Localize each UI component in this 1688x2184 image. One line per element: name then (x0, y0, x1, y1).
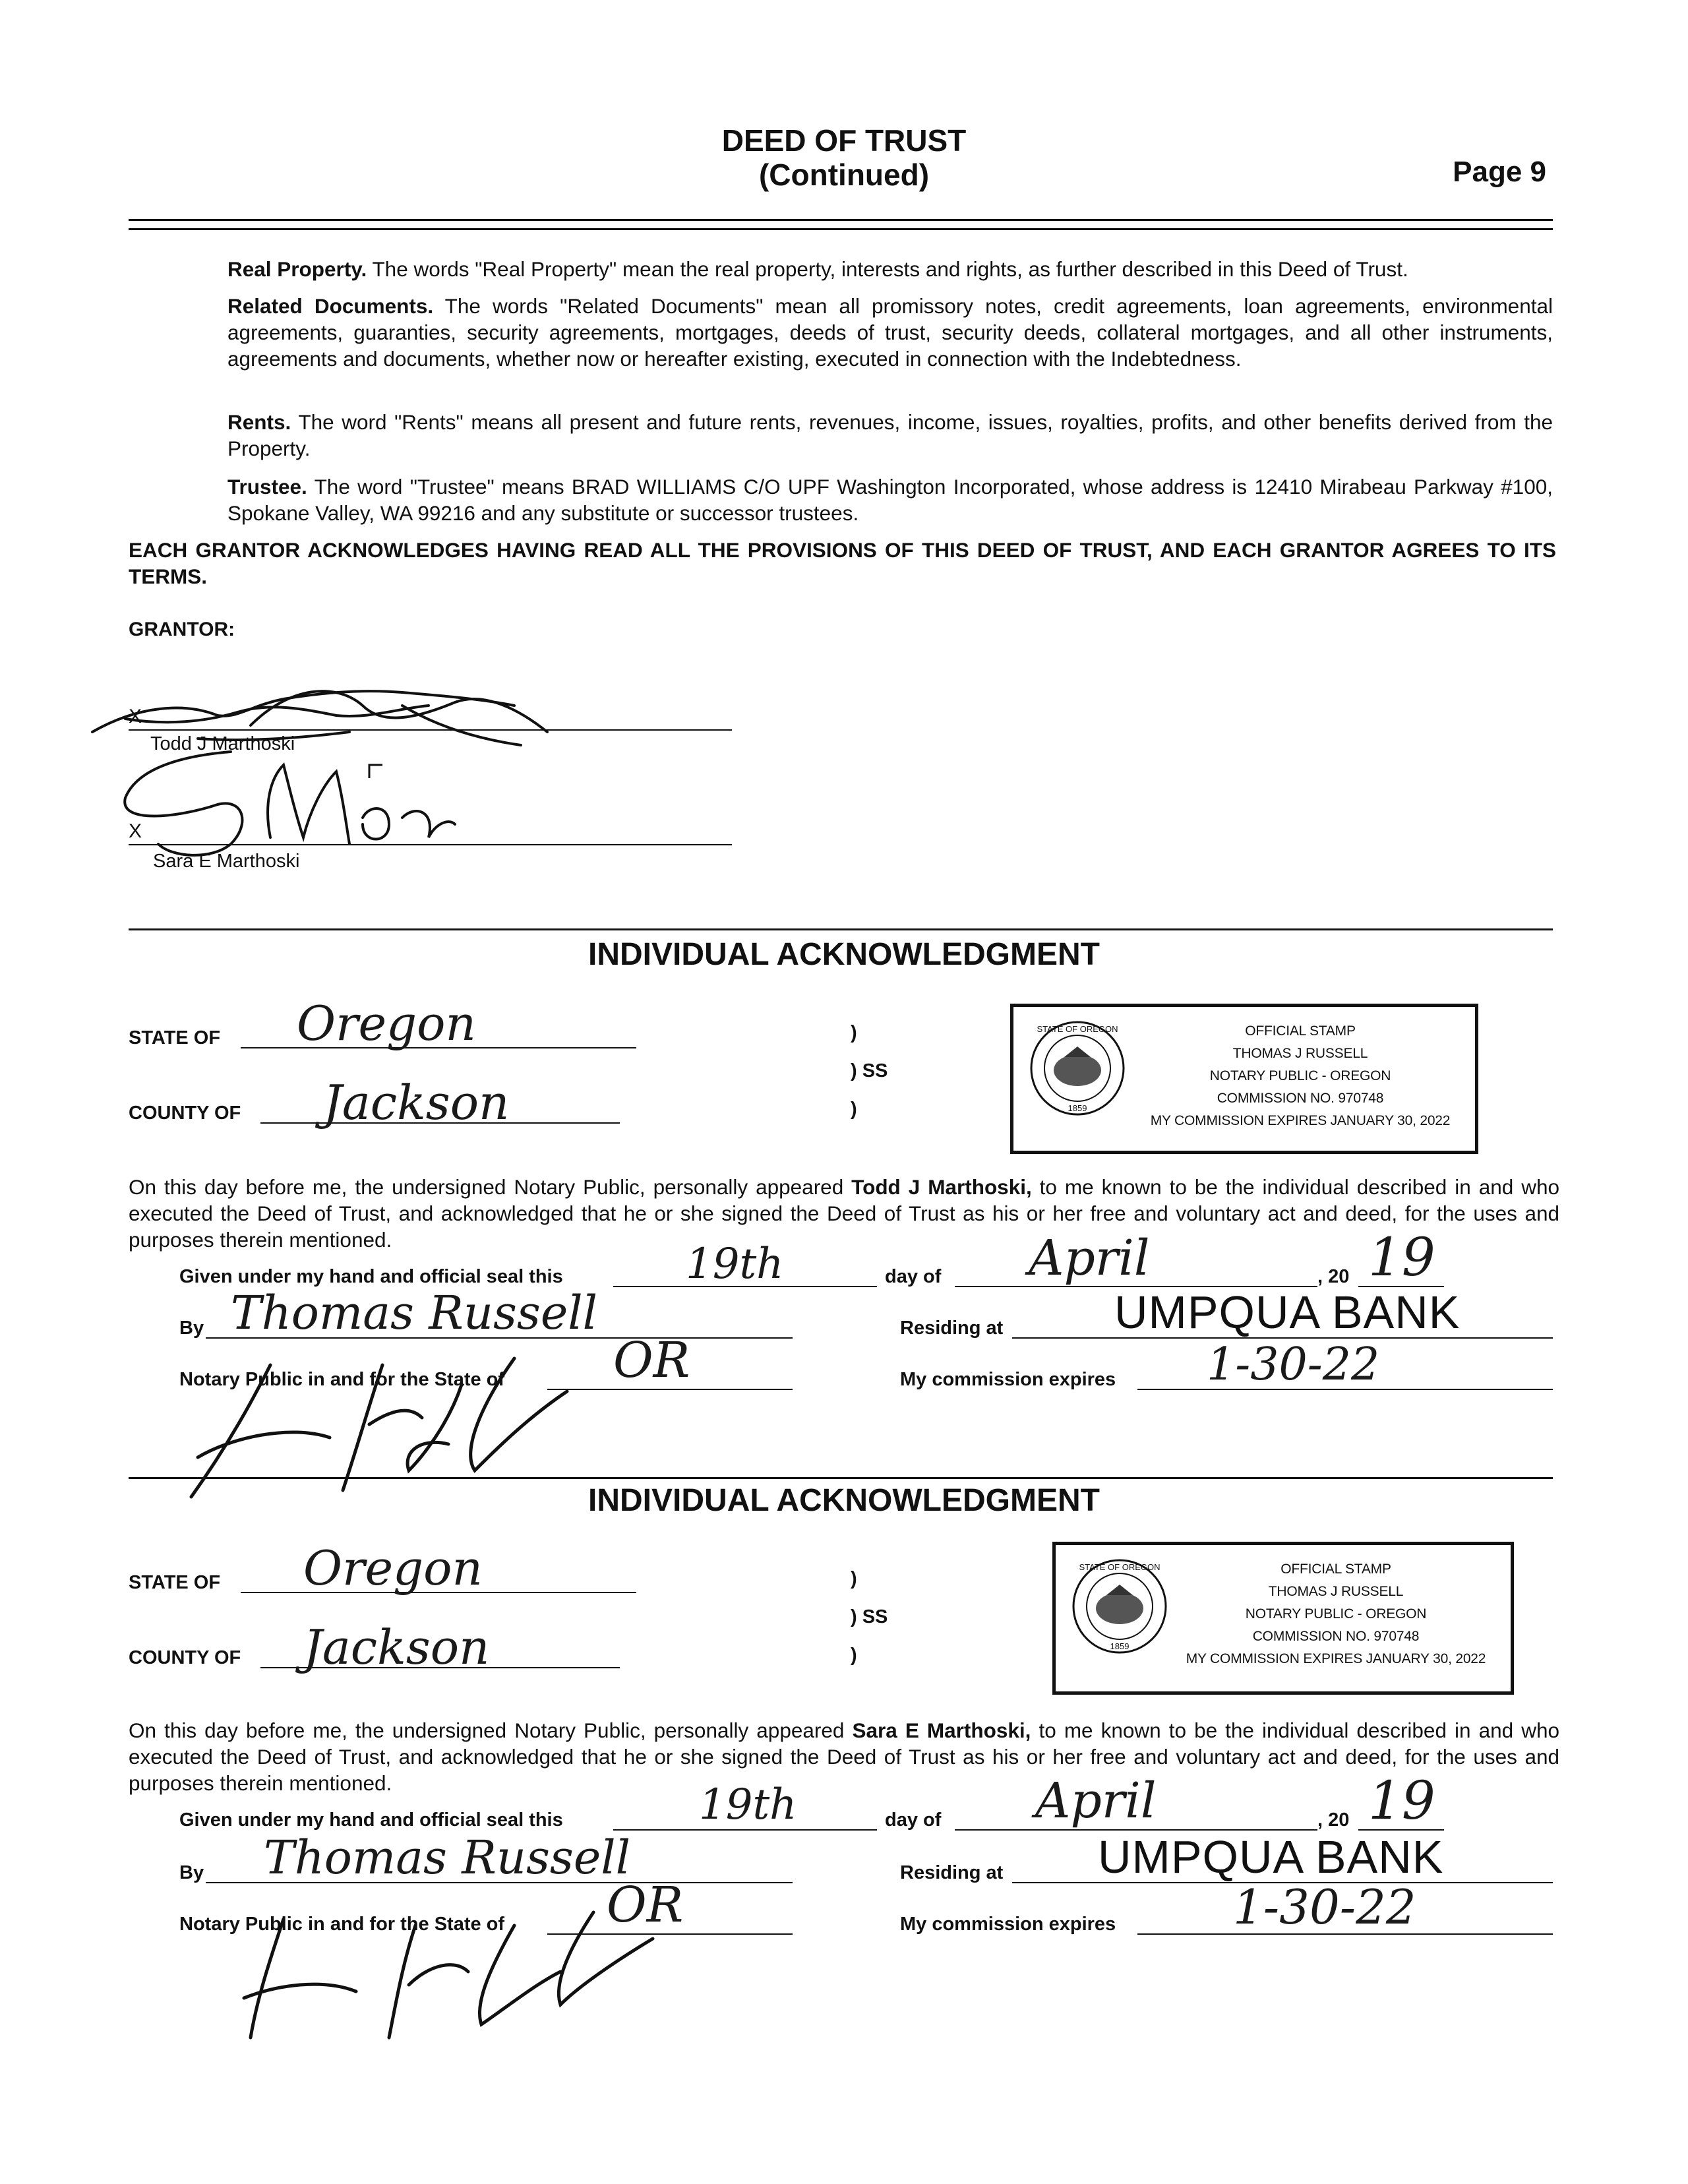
ack-1-stamp-line-3: NOTARY PUBLIC - OREGON (1209, 1068, 1391, 1083)
definition-real-property: Real Property. The words "Real Property" mean the real property, interests and rights, as further described in this Deed of Trust. (227, 257, 1408, 281)
ack-1-heading: INDIVIDUAL ACKNOWLEDGMENT (588, 937, 1100, 972)
ack-1-county-value: Jackson (323, 1075, 510, 1130)
ack-1-day-of-label: day of (885, 1266, 942, 1287)
ack-2-stamp-line-3: NOTARY PUBLIC - OREGON (1245, 1606, 1427, 1622)
ack-2-paren-bottom: ) (851, 1645, 857, 1666)
grantor-1-name: Todd J Marthoski (150, 733, 295, 754)
ack-2-stamp-line-4: COMMISSION NO. 970748 (1252, 1629, 1420, 1644)
ack-2-given-label: Given under my hand and official seal this (179, 1809, 563, 1831)
ack-2-stamp-line-2: THOMAS J RUSSELL (1268, 1584, 1404, 1599)
ack-2-given-line (613, 1829, 877, 1831)
grantor-2-x-mark: X (129, 820, 142, 842)
header-rule-bottom (129, 228, 1553, 230)
ack-2-heading: INDIVIDUAL ACKNOWLEDGMENT (588, 1483, 1100, 1518)
ack-2-body: On this day before me, the undersigned Notary Public, personally appeared Sara E Marthoski, to me known to be the individual described in and who executed the Deed of Trust, and acknowledged that he or she signed the Deed of Trust as his or her free and voluntary act and deed, for the uses and purposes therein mentioned. (129, 1718, 1559, 1795)
ack-1-stamp-line-2: THOMAS J RUSSELL (1232, 1046, 1368, 1061)
section-rule-2 (129, 1477, 1553, 1479)
ack-2-stamp-line-5: MY COMMISSION EXPIRES JANUARY 30, 2022 (1186, 1651, 1486, 1666)
grantor-1-x-mark: X (129, 706, 142, 727)
ack-2-residing-value: UMPQUA BANK (1098, 1831, 1444, 1883)
ack-2-paren-top: ) (851, 1568, 857, 1589)
header-rule-top (129, 219, 1553, 221)
ack-1-county-label: COUNTY OF (129, 1103, 241, 1124)
page-number: Page 9 (1453, 156, 1546, 188)
ack-2-state-seal-icon (1070, 1557, 1169, 1656)
ack-2-notary-state: OR (607, 1877, 684, 1933)
ack-1-residing-label: Residing at (900, 1318, 1004, 1339)
ack-2-state-value: Oregon (303, 1540, 483, 1596)
ack-1-year-prefix: , 20 (1317, 1266, 1350, 1287)
svg-text:1859: 1859 (1068, 1103, 1087, 1113)
definition-rents: Rents. The word "Rents" means all present and future rents, revenues, income, issues, royalties, profits, and other benefits derived from the Property. (227, 410, 1553, 460)
document-title: DEED OF TRUST (721, 123, 967, 158)
svg-text:STATE OF OREGON: STATE OF OREGON (1037, 1024, 1118, 1034)
ack-1-body: On this day before me, the undersigned Notary Public, personally appeared Todd J Marthoski, to me known to be the individual described in and who executed the Deed of Trust, and acknowledged that he or she signed the Deed of Trust as his or her free and voluntary act and deed, for the uses and purposes therein mentioned. (129, 1175, 1559, 1252)
ack-1-notary-state: OR (613, 1332, 690, 1389)
ack-1-residing-value: UMPQUA BANK (1114, 1287, 1461, 1338)
ack-1-given-label: Given under my hand and official seal this (179, 1266, 563, 1287)
ack-2-notary-label: Notary Public in and for the State of (179, 1914, 505, 1935)
ack-1-by-value: Thomas Russell (231, 1286, 598, 1340)
ack-2-month: April (1035, 1773, 1157, 1829)
grantor-acknowledgement-statement: EACH GRANTOR ACKNOWLEDGES HAVING READ ALL THE PROVISIONS OF THIS DEED OF TRUST, AND EACH GRANTOR AGREES TO ITS TERMS. (129, 538, 1556, 588)
ack-1-year: 19 (1368, 1227, 1435, 1288)
ack-2-notary-signature (224, 1899, 673, 2051)
ack-2-by-value: Thomas Russell (264, 1831, 631, 1885)
ack-1-by-label: By (179, 1318, 204, 1339)
ack-2-given-day: 19th (699, 1780, 797, 1829)
ack-2-notary-stamp (1052, 1542, 1514, 1695)
ack-2-day-of-label: day of (885, 1809, 942, 1831)
ack-1-notary-label: Notary Public in and for the State of (179, 1369, 505, 1390)
svg-text:1859: 1859 (1110, 1641, 1130, 1651)
ack-2-state-label: STATE OF (129, 1572, 221, 1593)
ack-2-stamp-line-1: OFFICIAL STAMP (1281, 1562, 1391, 1577)
ack-1-paren-bottom: ) (851, 1099, 857, 1120)
ack-1-stamp-line-4: COMMISSION NO. 970748 (1217, 1091, 1384, 1106)
grantor-label: GRANTOR: (129, 619, 235, 640)
ack-1-given-day: 19th (686, 1240, 784, 1289)
ack-2-year: 19 (1368, 1770, 1435, 1831)
svg-text:STATE OF OREGON: STATE OF OREGON (1079, 1562, 1160, 1572)
ack-2-residing-label: Residing at (900, 1862, 1004, 1883)
definition-trustee: Trustee. The word "Trustee" means BRAD WILLIAMS C/O UPF Washington Incorporated, whose address is 12410 Mirabeau Parkway #100, Spokane Valley, WA 99216 and any substitute or successor trustees. (227, 475, 1553, 525)
ack-2-county-label: COUNTY OF (129, 1647, 241, 1668)
ack-2-county-value: Jackson (303, 1620, 490, 1675)
ack-1-state-seal-icon (1028, 1019, 1127, 1118)
ack-1-paren-top: ) (851, 1022, 857, 1043)
grantor-2-name: Sara E Marthoski (153, 851, 300, 872)
ack-1-commission-label: My commission expires (900, 1369, 1116, 1390)
ack-2-year-prefix: , 20 (1317, 1809, 1350, 1831)
ack-2-commission-value: 1-30-22 (1233, 1879, 1416, 1935)
ack-1-notary-stamp (1010, 1004, 1478, 1154)
ack-1-stamp-line-5: MY COMMISSION EXPIRES JANUARY 30, 2022 (1150, 1113, 1451, 1128)
ack-2-by-label: By (179, 1862, 204, 1883)
section-rule-1 (129, 928, 1553, 930)
ack-2-commission-label: My commission expires (900, 1914, 1116, 1935)
ack-1-state-label: STATE OF (129, 1027, 221, 1048)
ack-1-commission-value: 1-30-22 (1207, 1339, 1380, 1391)
definition-related-documents: Related Documents. The words "Related Documents" mean all promissory notes, credit agreements, loan agreements, environmental agreements, guaranties, security agreements, mortgages, deeds of trust, security deeds, collateral mortgages, and all other instruments, agreements and documents, whether now or hereafter existing, executed in connection with the Indebtedness. (227, 294, 1553, 371)
ack-1-state-value: Oregon (297, 996, 476, 1051)
document-subtitle: (Continued) (758, 158, 930, 192)
ack-1-stamp-line-1: OFFICIAL STAMP (1245, 1023, 1356, 1039)
grantor-2-signature (99, 739, 468, 864)
ack-1-month: April (1029, 1230, 1150, 1287)
ack-2-ss: ) SS (851, 1606, 888, 1627)
ack-1-ss: ) SS (851, 1060, 888, 1081)
